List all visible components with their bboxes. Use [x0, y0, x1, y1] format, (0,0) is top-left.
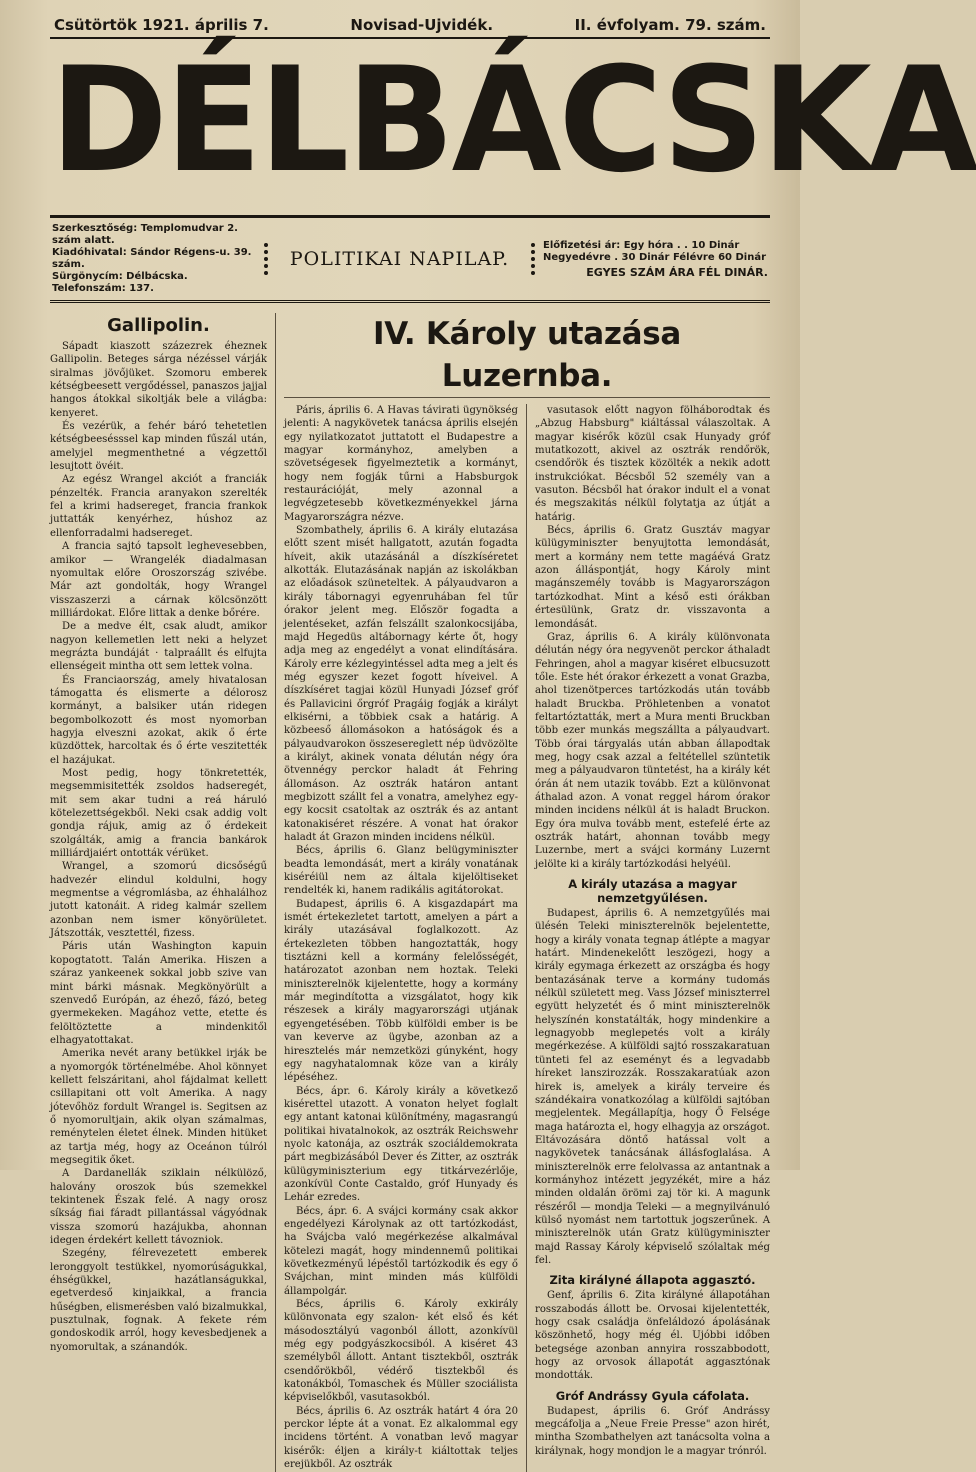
- paragraph: Sápadt kiaszott százezrek éheznek Gallipolin. Beteges sárga nézéssel várják siralmas jövőjüket. Szomoru emberek kétségbeesett vergődéssel, panaszos jajjal hangos átokkal sikoltják bele a világba: kenyeret.: [50, 341, 267, 419]
- paragraph: Budapest, április 6. A nemzetgyűlés mai ülésén Teleki miniszterelnök bejelentette, hogy a király vonata tegnap átlépte a magyar határt. Mindenekelőtt leszögezi, hogy a király egymaga érkezett az országba és hogy bentazásának terve a kormány tudomás nélkül született meg. Vass József miniszterrel együtt helyzetét és ő mint miniszterelnök helyszínén konstatálták, hogy mindenkire a legnagyobb meglepetés volt a király megérkezése. A külföldi sajtó rosszakaratuan tünteti fel az eseményt és a legvadabb híreket lanszirozzák. Rosszakaratúak azon hirek is, amelyek a király terveire és szándékaira vonatkozólag a külföldi sajtóban megjelentek. Megállapítja, hogy Ő Felsége maga határozta el, hogy elhagyja az országot. Eltávozására döntő hatással volt a nagykövetek tanácsának állásfoglalása. A miniszterelnök erre felolvassa az antantnak a kormányhoz intézett jegyzékét, mire a ház minden oldalán örömi zaj tör ki. A magunk részéről — mondja Teleki — a megnyilvánuló külső nyomást nem tartottuk jogszerűnek. A miniszterelnök után Gratz külügyminiszter majd Rassay Károly képviselő szólaltak még fel.: [535, 908, 770, 1266]
- karoly-subcolumns: [284, 404, 770, 1472]
- andrassy-body: [535, 1405, 770, 1458]
- paragraph: Graz, április 6. A király különvonata délután négy óra negyvenöt perckor áthaladt Fehringen, ahol a magyar kiséret elbucsuzott tőle. Este hét órakor érkezett a vonat Grazba, ahol tizenötperces tartózkodás után tovább haladt Bruckba. Pröhletenben a vonatot feltartóztatták, mert a Mura menti Bruckban több ezer munkás megszállta a pályaudvart. Több órai tárgyalás után abban állapodtak meg, hogy csak azzal a feltétellel szüntetik meg a pályaudvaron tüntetést, ha a király két órán át nem utazik tovább. Ezt a különvonat áthalad azon. A vonat reggel három órakor minden incidens nélkül át is haladt Bruckon. Egy óra mulva tovább ment, estefelé érte az osztrák határt, ahonnan tovább megy Luzernbe, mert a svájci kormány Luzernt jelölte ki a király tartózkodási helyéül.: [535, 631, 770, 870]
- imprint-contacts: [52, 223, 264, 295]
- imprint-bar: [50, 215, 770, 303]
- paragraph: És vezérük, a fehér báró tehetetlen kétségbeesésssel kap minden fűszál után, amelyjel megmenthetné a végzettől lesujtott övéit.: [50, 421, 267, 473]
- subheading-andrassy: Gróf Andrássy Gyula cáfolata.: [555, 1388, 750, 1403]
- editorial-address: Szerkesztőség: Templomudvar 2. szám alatt.: [52, 223, 238, 246]
- issue-number: II. évfolyam. 79. szám.: [574, 16, 766, 34]
- price-line-1: Előfizetési ár: Egy hóra . . 10 Dinár: [543, 239, 740, 251]
- paragraph: A Dardanellák sziklain nélkülöző, halovány oroszok bús szemekkel tekintenek Észak felé. A nagy orosz síkság fiai fáradt pillantással vágyódnak vissza szomorú hazájukba, ahonnan idegen érdekért kellett távozniok.: [50, 1168, 267, 1247]
- paragraph: Szombathely, április 6. A király elutazása előtt szent misét hallgatott, azután fogadta híveit, akik utazásánál a díszkíséretet alkották. Elutazásának napján az iskolákban az előadások szüneteltek. A pályaudvaron a király tábornagyi egyenruhában fel tűr órakor jelent meg. Először fogadta a jelentéseket, azfán felszállt szalonkocsijába, majd Hegedüs altábornagy kérte őt, hogy adja meg az engedélyt a vonat elindítására. Károly erre kézlegyintéssel adta meg a jelt és még egyszer kezet fogott híveivel. A díszkíséret tagjai közül Hunyadi József gróf és Pallavicini őrgróf Pragáig fogják a királyt elkisérni, a többiek csak a határig. A közbeeső állomásokon a hatóságok és a pályaudvarokon összesereglett nép üdvözölte a királyt, akinek vonata délután négy óra ötvennégy perckor haladt át Fehring állomáson. Az osztrák határon antant megbizott szállt fel a vonatra, amelyhez egy-egy kocsit csatoltak az osztrák és az antant katonakiséret részére. A vonat hat órakor haladt át Grazon minden incidens nélkül.: [284, 525, 518, 843]
- issue-place: Novisad-Ujvidék.: [350, 16, 494, 34]
- paragraph: Bécs, április 6. Az osztrák határt 4 óra 20 perckor lépte át a vonat. Ez alkalommal egy incidens történt. A vonatban levő magyar kisérők: éljen a király-t kiáltottak teljes erejükből. Az osztrák: [284, 1405, 518, 1471]
- paragraph: Bécs, ápr. 6. Károly király a következő kisérettel utazott. A vonaton helyet foglalt egy antant katonai különítmény, magasrangú politikai hivatalnokok, az osztrák Reichswehr nyolc katonája, az osztrák szociáldemokrata párt megbizásából Dever és Zitter, az osztrák külügyminiszterium egy titkárvezérlője, azonkívül Conte Castaldo, gróf Hunyady és Lehár ezredes.: [284, 1085, 518, 1204]
- single-copy-price: EGYES SZÁM ÁRA FÉL DINÁR.: [586, 265, 768, 279]
- gallipoli-title: Gallipolin.: [107, 315, 210, 336]
- karoly-article: [276, 313, 770, 1472]
- paragraph: Bécs, április 6. Gratz Gusztáv magyar külügyminiszter benyujtotta lemondását, mert a kormány nem tette magáévá Gratz azon álláspontját, hogy Károly mint magánszemély tovább is Magyarországon tartózkodhat. Mint a késő esti órákban értesülünk, Gratz dr. visszavonta a lemondását.: [535, 525, 770, 630]
- paragraph: Páris, április 6. A Havas távirati ügynökség jelenti: A nagykövetek tanácsa április elsején egy nyilatkozatot juttatott el Budapestre a magyar kormányhoz, amelyben a szövetségesek figyelmeztetik a kormányt, hogy nem fogják tűrni a Habsburgok restaurációját, mely azonnal a legvégzetesebb következményekkel járna Magyarországra nézve.: [284, 405, 518, 523]
- subscription-prices: [535, 240, 768, 279]
- issue-date: Csütörtök 1921. április 7.: [54, 16, 269, 34]
- subheading-nemzetgyules: A király utazása a magyar nemzetgyűlésen.: [568, 877, 737, 906]
- paragraph: Genf, április 6. Zita királyné állapotáhan rosszabodás állott be. Orvosai kijelentették, hogy csak családja önfeláldozó ápolásának köszönhető, hogy még él. Ujóbbi időben betegsége azonban annyira rosszabbodott, hogy az orvosok állapotát aggasztónak mondották.: [535, 1290, 770, 1382]
- paragraph: Budapest, április 6. A kisgazdapárt ma ismét értekezletet tartott, amelyen a párt a király utazásával foglalkozott. Az értekezleten többen hangoztatták, hogy tisztázni kell a kormány felelősségét, határozatot azonban nem hoztak. Teleki miniszterelnök kijelentette, hogy a kormány már megindította a vizsgálatot, hogy kik részesek a király magyarországi utjának egyengetésében. Több külföldi ember is be van keverve az ügybe, azonban az a hiresztelés már nemzetközi gúnyként, hogy egy nagyhatalomnak köze van a király lépéséhez.: [284, 898, 518, 1084]
- masthead-title: DÉLBÁCSKA: [50, 36, 976, 205]
- paragraph: Bécs, ápr. 6. A svájci kormány csak akkor engedélyezi Károlynak az ott tartózkodást, ha Svájcba való megérkezése alkalmával kötelezi magát, hogy mindennemű politikai következményű lépéstől tartózkodik és egy ő Svájchan, mint minden más külföldi állampolgár.: [284, 1205, 518, 1297]
- karoly-left-column: [284, 404, 527, 1472]
- paragraph: Szegény, félrevezetett emberek leronggyolt testükkel, nyomorúságukkal, éhségükkel, hazátlanságukkal, egetverdeső kinjaikkal, a francia hűségben, elismerésben való bizalmukkal, pusztulnak, fognak. A fekete rém gondoskodik arról, hogy kevesbedjenek a nyomorultak, a szánandók.: [50, 1248, 267, 1353]
- telegram-address: Sürgönycím: Délbácska. Telefonszám: 137.: [52, 271, 188, 294]
- paragraph: És Franciaország, amely hivatalosan támogatta és elismerte a délorosz kormányt, a balsiker után ridegen begombolkozott és most nyomorban hagyja elveszni azokat, akik ő érte küzdöttek, harcoltak és ő érte veszitették el hazájukat.: [50, 674, 267, 766]
- karoly-right-column: [527, 404, 770, 1472]
- paragraph: Bécs, április 6. Glanz belügyminiszter beadta lemondását, mert a király vonatának kiséréiül nem az általa kijelöltiseket rendelték ki, hanem radikális agitátorokat.: [284, 845, 518, 897]
- paragraph: A francia sajtó tapsolt leghevesebben, amikor — Wrangelék diadalmasan nyomultak előre Oroszország szivébe. Már azt gondolták, hogy Wrangel visszaszerzi a cárnak kölcsönzött milliárdokat. Előre littak a denke bőrére.: [50, 541, 267, 619]
- karoly-right-body: [535, 404, 770, 871]
- article-columns: [50, 313, 770, 1472]
- subheading-zita: Zita királyné állapota aggasztó.: [549, 1273, 756, 1288]
- paragraph: Bécs, április 6. Károly exkirály különvonata egy szalon- két első és két másodosztályú vagonból állott, azonkívül még egy podgyászkocsiból. A kiséret 43 személyből állott. Antant tisztekből, osztrák csendőrökből, védérő tisztekből és katonákból, Tomaschek és Müller szociálista képviselőkből, vasutasokból.: [284, 1299, 518, 1404]
- paragraph: De a medve élt, csak aludt, amikor nagyon kellemetlen lett neki a helyzet megrázta bundáját · talpraállt és elfujta ellenségeit mintha ott sem lettek volna.: [50, 621, 267, 673]
- paragraph: Páris után Washington kapuin kopogtatott. Talán Amerika. Hiszen a száraz yankeenek sokkal jobb szive van mint bárki másnak. Megkönyörült a szenvedő Európán, az éhező, fázó, beteg gyermekeken. Magához vette, etette és felöltöztette a mindenkitől elhagyatottakat.: [50, 941, 267, 1046]
- paragraph: Wrangel, a szomorú dicsőségű hadvezér elindul koldulni, hogy megmentse a végromlásba, az éhhalálhoz jutott katonáit. A rideg kalmár szellem azonban nem ismer könyörületet. Játszották, vesztettél, fizess.: [50, 861, 267, 940]
- nemzetgyules-body: [535, 907, 770, 1267]
- paragraph: Budapest, április 6. Gróf Andrássy megcáfolja a „Neue Freie Presse" azon hirét, mintha Szombathelyen azt tanácsolta volna a királynak, hogy mondjon le a magyar trónról.: [535, 1405, 770, 1457]
- karoly-headline: IV. Károly utazása Luzernba.: [284, 313, 770, 398]
- paragraph: Most pedig, hogy tönkretették, megsemmisitették zsoldos hadseregét, mit sem akar tudni a reá háruló kötelezettségekből. Neki csak addig volt gondja rájuk, amig az ő érdekeit szolgálták, amig a francia bankárok milliárdjaiért ontották vérüket.: [50, 768, 267, 860]
- gallipoli-body: [50, 340, 267, 1354]
- gallipoli-article: [50, 313, 276, 1472]
- paragraph: vasutasok előtt nagyon fölháborodtak és „Abzug Habsburg" kiáltással válaszoltak. A magyar kisérők közül csak Hunyady gróf mutatkozott, akivel az osztrák rendőrök, csendőrök és tisztek közölték a nekik adott instrukciókat. Bécsből 52 személy van a vasuton. Bécsből hat órakor indult el a vonat és megszakitás nélkül folytatja az útját a határig.: [535, 405, 770, 523]
- karoly-left-body: [284, 404, 518, 1472]
- paper-subtitle: POLITIKAI NAPILAP.: [264, 243, 535, 275]
- zita-body: [535, 1289, 770, 1382]
- office-address: Kiadóhivatal: Sándor Régens-u. 39. szám.: [52, 247, 252, 270]
- paragraph: Amerika nevét arany betükkel irják be a nyomorgók történelmébe. Ahol könnyet kellett felszáritani, ahol fájdalmat kellett csillapitani ott volt Amerika. A nagy jótevőhöz fordult Wrangel is. Segitsen az ő nyomorultjain, akik olyan számalmas, reménytelen életet élnek. Minden hitüket az tartja még, hogy az Oceánon túlról megsegitik őket.: [50, 1048, 267, 1166]
- paragraph: Az egész Wrangel akciót a franciák pénzelték. Francia aranyakon szerelték fel a krimi hadsereget, francia frankok juttatták kenyérhez, húshoz az ellenforradalmi hadsereget.: [50, 474, 267, 539]
- price-line-2: Negyedévre . 30 Dinár Félévre 60 Dinár: [543, 251, 767, 263]
